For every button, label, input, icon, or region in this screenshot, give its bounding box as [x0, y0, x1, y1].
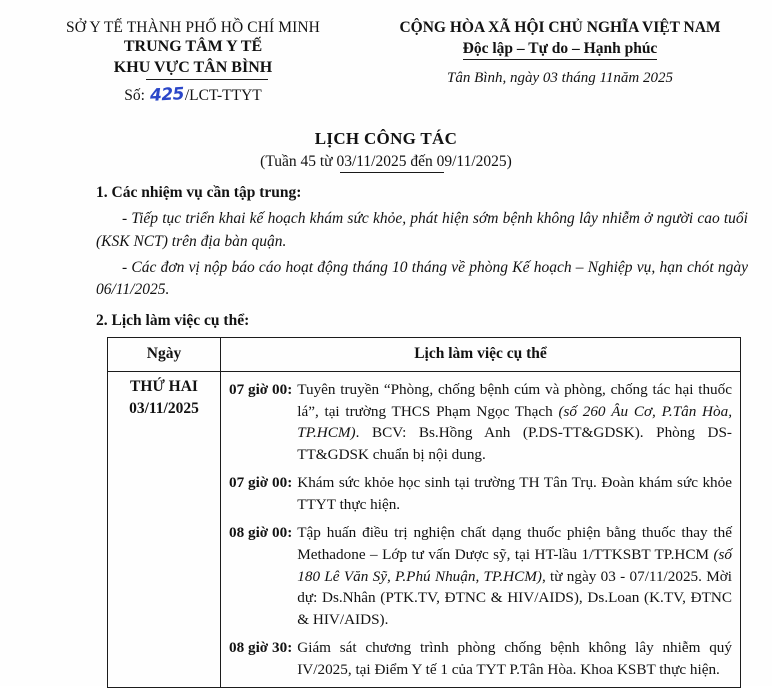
entry-time: 08 giờ 00:: [229, 524, 293, 542]
entry-time: 08 giờ 30:: [229, 639, 293, 657]
entry-description: Tập huấn điều trị nghiện chất dạng thuốc phiện bằng thuốc thay thế Methadone – Lớp tư vấn Dược sỹ, tại HT-lầu 1/TTKSBT TP.HCM (số 180 Lê Văn Sỹ, P.Phú Nhuận, TP.HCM), từ ngày 03 - 07/11/2025. Mời dự: Ds.Nhân (PTK.TV, ĐTNC & HIV/AIDS), Ds.Loan (K.TV, ĐTNC & HIV/AIDS).: [297, 524, 732, 628]
table-row: [108, 371, 741, 687]
national-motto-text: Độc lập – Tự do – Hạnh phúc: [462, 40, 658, 58]
column-header-task: Lịch làm việc cụ thể: [221, 337, 741, 371]
parent-authority-name: SỞ Y TẾ THÀNH PHỐ HỒ CHÍ MINH: [66, 19, 320, 36]
section-1-heading: 1. Các nhiệm vụ cần tập trung:: [96, 184, 302, 202]
document-number-handwritten-value: 425: [149, 84, 185, 106]
page-subtitle-underline: [340, 172, 444, 173]
section-1-paragraph-1: - Tiếp tục triển khai kế hoạch khám sức khỏe, phát hiện sớm bệnh không lây nhiễm ở người cao tuổi (KSK NCT) trên địa bàn quận.: [96, 210, 748, 250]
section-2-heading: 2. Lịch làm việc cụ thể:: [96, 311, 250, 329]
organization-underline: [146, 79, 268, 80]
national-motto-underline: [463, 59, 658, 60]
document-number-label: Số:: [124, 86, 145, 104]
place-and-date: Tân Bình, ngày 03 tháng 11năm 2025: [447, 70, 673, 87]
entry-description: Khám sức khỏe học sinh tại trường TH Tân Trụ. Đoàn khám sức khỏe TTYT thực hiện.: [297, 474, 732, 513]
column-header-day: Ngày: [108, 337, 221, 371]
organization-branch-text: KHU VỰC TÂN BÌNH: [113, 59, 273, 77]
document-number-line: [28, 84, 358, 106]
schedule-entry: [229, 472, 732, 515]
entry-time: 07 giờ 00:: [229, 474, 293, 492]
organization-branch: [114, 58, 272, 79]
issuing-authority-block: [10, 18, 358, 106]
day-date: 03/11/2025: [129, 399, 199, 417]
section-detailed-schedule: [0, 311, 772, 332]
page-subtitle-text: (Tuần 45 từ 03/11/2025 đến 09/11/2025): [260, 153, 512, 171]
schedule-entry: [229, 637, 732, 680]
schedule-table-body: [108, 371, 741, 687]
national-heading-block: [358, 18, 762, 89]
document-number-suffix: /LCT-TTYT: [184, 86, 262, 104]
section-focus-tasks: [0, 183, 772, 302]
national-motto: [463, 39, 658, 60]
entry-time: 07 giờ 00:: [229, 380, 293, 398]
entry-description: Tuyên truyền “Phòng, chống bệnh cúm và phòng, chống tác hại thuốc lá”, tại trường THCS Phạm Ngọc Thạch (số 260 Âu Cơ, P.Tân Hòa, TP.HCM). BCV: Bs.Hồng Anh (P.DS-TT&GDSK). Phòng DS-TT&GDSK chuẩn bị nội dung.: [297, 380, 732, 463]
section-1-paragraph-2: - Các đơn vị nộp báo cáo hoạt động tháng 10 tháng về phòng Kế hoạch – Nghiệp vụ, hạn chót ngày 06/11/2025.: [96, 258, 748, 299]
page-subtitle: [260, 152, 512, 173]
organization-name: TRUNG TÂM Y TẾ: [123, 38, 263, 56]
schedule-entry: [229, 522, 732, 630]
task-cell: [221, 371, 741, 687]
schedule-table-head: [108, 337, 741, 371]
country-name: CỘNG HÒA XÃ HỘI CHỦ NGHĨA VIỆT NAM: [399, 19, 721, 36]
title-block: [0, 128, 772, 173]
day-name: THỨ HAI: [130, 377, 198, 395]
entry-description: Giám sát chương trình phòng chống bệnh không lây nhiễm quý IV/2025, tại Điểm Y tế 1 của TYT P.Tân Hòa. Khoa KSBT thực hiện.: [297, 639, 732, 678]
schedule-table: [107, 337, 741, 688]
table-header-row: [108, 337, 741, 371]
schedule-table-wrapper: [0, 337, 772, 688]
schedule-entry: [229, 379, 732, 465]
page-title: LỊCH CÔNG TÁC: [314, 129, 458, 149]
day-cell: [108, 371, 221, 687]
document-header: [0, 0, 772, 106]
